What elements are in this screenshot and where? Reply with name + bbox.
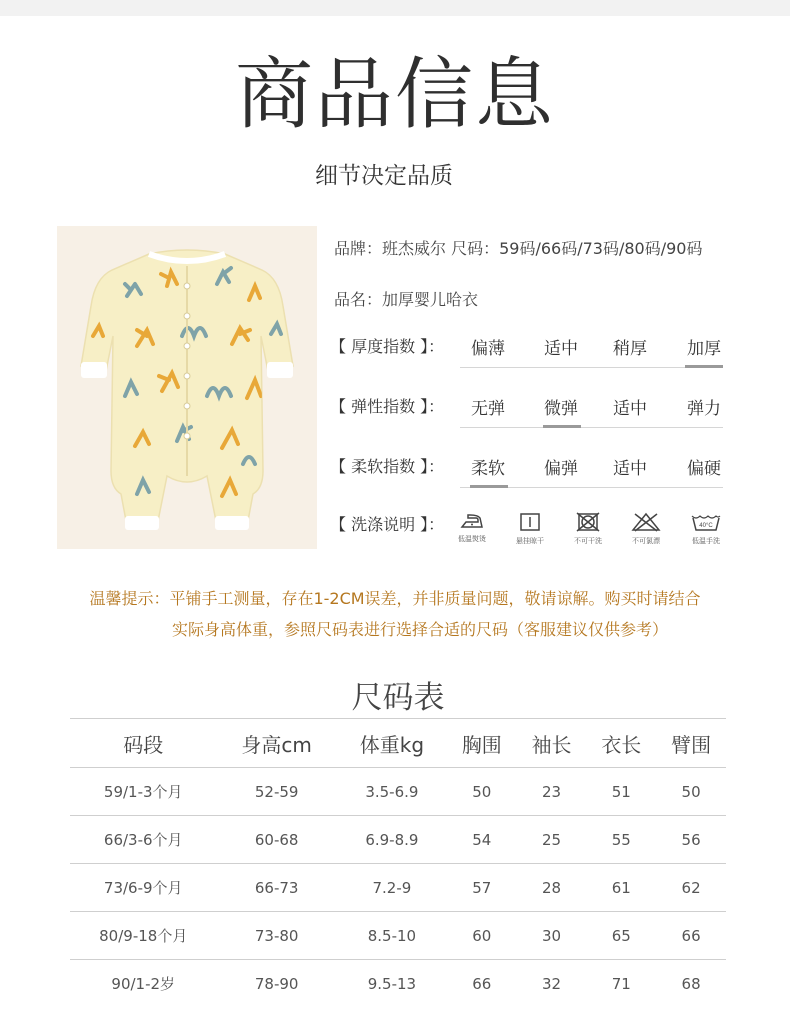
table-cell: 25 (517, 816, 587, 864)
table-row (70, 864, 726, 912)
table-cell: 66 (472, 974, 492, 993)
tips-line-2: 实际身高体重，参照尺码表进行选择合适的尺码（客服建议仅供参考） (171, 620, 668, 639)
wash-caption: 低温熨烫 (458, 535, 486, 543)
size-table (70, 718, 726, 1007)
table-cell: 66 (656, 912, 726, 960)
no-dry-clean-item (566, 512, 610, 546)
header-cell: 臂围 (656, 719, 726, 768)
page-subtitle: 细节决定品质 (315, 163, 453, 189)
table-cell: 3.5-6.9 (337, 768, 447, 816)
table-cell: 78-90 (254, 974, 299, 993)
index-scale-line (460, 427, 723, 428)
table-cell: 62 (656, 864, 726, 912)
thickness-index-row (330, 334, 730, 374)
size-table-header (70, 719, 726, 768)
iron-icon (458, 512, 486, 530)
table-cell: 73/6-9个月 (70, 864, 216, 912)
wash-caption: 不可氯漂 (632, 537, 660, 545)
table-cell: 57 (447, 864, 517, 912)
elasticity-index-row (330, 394, 730, 434)
page-title: 商品信息 (234, 50, 555, 140)
thickness-option: 偏薄 (471, 339, 505, 359)
softness-option: 偏硬 (687, 459, 721, 479)
header-cell: 码段 (70, 719, 216, 768)
table-cell: 54 (447, 816, 517, 864)
table-row (70, 912, 726, 960)
wash-caption: 低温手洗 (692, 537, 720, 545)
low-temp-iron-item (450, 512, 494, 544)
elasticity-option: 微弹 (544, 399, 578, 419)
thickness-index-label: 【 厚度指数 】： (330, 337, 445, 356)
table-cell: 32 (542, 974, 562, 993)
table-cell: 51 (586, 768, 656, 816)
table-cell: 66/3-6个月 (70, 816, 216, 864)
table-cell: 23 (517, 768, 587, 816)
onesie-body (81, 250, 293, 530)
selected-marker (470, 485, 508, 488)
wash-instructions-row (330, 512, 750, 552)
table-cell: 66-73 (216, 864, 336, 912)
product-name-line: 品名：加厚婴儿哈衣 (334, 290, 479, 309)
header-cell: 衣长 (586, 719, 656, 768)
table-row (70, 768, 726, 816)
table-cell: 50 (656, 768, 726, 816)
table-row (70, 960, 726, 1008)
elasticity-option: 无弹 (471, 399, 505, 419)
table-cell: 30 (517, 912, 587, 960)
brand-size-line: 品牌：班杰威尔 尺码：59码/66码/73码/80码/90码 (334, 239, 703, 258)
table-cell: 65 (586, 912, 656, 960)
softness-option: 适中 (613, 459, 647, 479)
header-cell: 袖长 (517, 719, 587, 768)
table-cell: 60 (447, 912, 517, 960)
no-bleach-item (624, 512, 668, 546)
selected-marker (685, 365, 723, 368)
tips-line-1: 温馨提示：平铺手工测量，存在1-2CM误差，并非质量问题，敬请谅解。购买时请结合 (89, 589, 701, 608)
table-cell: 60-68 (216, 816, 336, 864)
table-cell: 73-80 (216, 912, 336, 960)
table-cell: 56 (656, 816, 726, 864)
hand-wash-item (684, 512, 728, 546)
wash-caption: 悬挂晾干 (516, 537, 544, 545)
table-cell: 8.5-10 (337, 912, 447, 960)
table-cell: 59/1-3个月 (70, 768, 216, 816)
elasticity-index-label: 【 弹性指数 】： (330, 397, 445, 416)
elasticity-option: 适中 (613, 399, 647, 419)
table-row (70, 816, 726, 864)
header-cell: 胸围 (447, 719, 517, 768)
table-cell: 50 (447, 768, 517, 816)
softness-index-label: 【 柔软指数 】： (330, 457, 445, 476)
table-cell: 52-59 (216, 768, 336, 816)
header-cell: 体重kg (337, 719, 447, 768)
size-table-title: 尺码表 (351, 680, 445, 716)
wash-temp-label: 40°C (699, 523, 713, 529)
table-cell: 61 (586, 864, 656, 912)
product-image (57, 226, 317, 549)
table-cell: 80/9-18个月 (70, 912, 216, 960)
elasticity-option: 弹力 (687, 399, 721, 419)
table-cell: 7.2-9 (337, 864, 447, 912)
hang-dry-icon (519, 512, 541, 532)
no-bleach-icon (631, 512, 661, 532)
thickness-option: 适中 (544, 339, 578, 359)
selected-marker (543, 425, 581, 428)
index-scale-line (460, 367, 723, 368)
softness-option: 偏弹 (544, 459, 578, 479)
header-cell: 身高cm (216, 719, 336, 768)
table-cell: 90/1-2岁 (111, 975, 176, 993)
table-cell: 9.5-13 (367, 974, 417, 993)
thickness-option: 加厚 (687, 339, 721, 359)
no-dry-clean-icon (575, 512, 601, 532)
table-cell: 6.9-8.9 (337, 816, 447, 864)
hand-wash-icon (690, 512, 722, 532)
table-cell: 55 (586, 816, 656, 864)
thickness-option: 稍厚 (613, 339, 647, 359)
top-strip (0, 0, 790, 16)
table-cell: 71 (611, 974, 631, 993)
wash-label: 【 洗涤说明 】： (330, 515, 445, 534)
softness-index-row (330, 454, 730, 494)
table-cell: 28 (517, 864, 587, 912)
hang-dry-item (508, 512, 552, 546)
softness-option: 柔软 (471, 459, 505, 479)
wash-caption: 不可干洗 (574, 537, 602, 545)
table-cell: 68 (681, 974, 701, 993)
